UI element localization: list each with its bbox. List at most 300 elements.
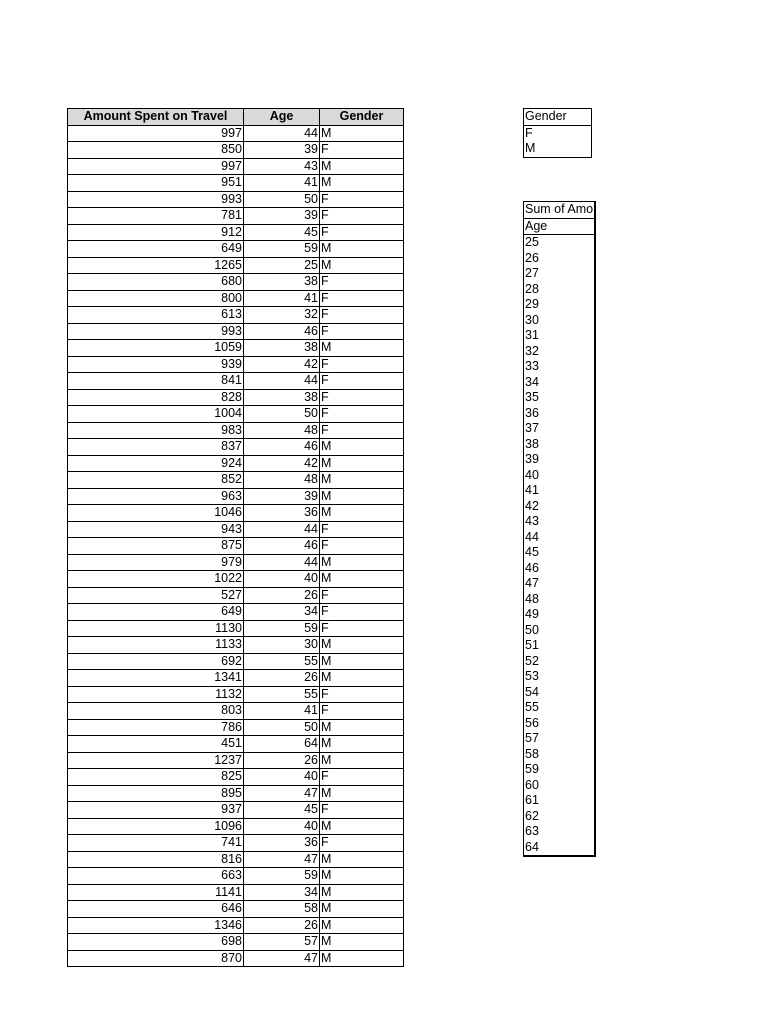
age-cell[interactable]: 34 xyxy=(244,604,320,621)
gender-cell[interactable]: M xyxy=(320,455,404,472)
amount-cell[interactable]: 993 xyxy=(68,191,244,208)
table-row xyxy=(68,554,404,571)
gender-cell[interactable]: M xyxy=(320,884,404,901)
amount-cell[interactable]: 852 xyxy=(68,472,244,489)
pivot-row xyxy=(524,762,596,778)
pivot-age-label[interactable]: 57 xyxy=(525,731,539,745)
amount-cell[interactable]: 1130 xyxy=(68,620,244,637)
gender-filter-header[interactable]: Gender xyxy=(524,109,592,126)
age-cell[interactable]: 57 xyxy=(244,934,320,951)
table-row xyxy=(68,653,404,670)
table-row xyxy=(68,175,404,192)
age-cell[interactable]: 44 xyxy=(244,373,320,390)
pivot-row xyxy=(524,607,596,623)
amount-cell[interactable]: 1133 xyxy=(68,637,244,654)
gender-cell[interactable]: F xyxy=(320,835,404,852)
pivot-age-label[interactable]: 29 xyxy=(525,297,539,311)
table-row xyxy=(68,389,404,406)
age-cell[interactable]: 55 xyxy=(244,653,320,670)
amount-cell[interactable]: 680 xyxy=(68,274,244,291)
amount-cell[interactable]: 613 xyxy=(68,307,244,324)
age-cell[interactable]: 39 xyxy=(244,488,320,505)
table-row xyxy=(68,307,404,324)
gender-filter-item[interactable]: F xyxy=(525,125,533,140)
age-cell[interactable]: 47 xyxy=(244,851,320,868)
table-row xyxy=(68,736,404,753)
gender-cell[interactable]: M xyxy=(320,818,404,835)
pivot-row xyxy=(524,421,596,437)
gender-cell[interactable]: M xyxy=(320,851,404,868)
amount-cell[interactable]: 649 xyxy=(68,604,244,621)
pivot-row xyxy=(524,824,596,840)
table-row xyxy=(68,769,404,786)
gender-cell[interactable]: F xyxy=(320,224,404,241)
pivot-row xyxy=(524,809,596,825)
table-row xyxy=(68,257,404,274)
pivot-title-row xyxy=(524,202,596,219)
age-cell[interactable]: 39 xyxy=(244,142,320,159)
amount-cell[interactable]: 912 xyxy=(68,224,244,241)
age-cell[interactable]: 26 xyxy=(244,587,320,604)
table-row xyxy=(68,752,404,769)
amount-cell[interactable]: 1004 xyxy=(68,406,244,423)
age-cell[interactable]: 50 xyxy=(244,719,320,736)
amount-cell[interactable]: 1346 xyxy=(68,917,244,934)
pivot-row xyxy=(524,793,596,809)
pivot-age-label[interactable]: 32 xyxy=(525,343,539,358)
table-row xyxy=(68,901,404,918)
pivot-age-label[interactable]: 44 xyxy=(525,529,539,544)
table-row xyxy=(68,323,404,340)
gender-cell[interactable]: F xyxy=(320,208,404,225)
table-row xyxy=(68,917,404,934)
table-row xyxy=(68,422,404,439)
table-row xyxy=(68,686,404,703)
pivot-age-label[interactable]: 42 xyxy=(525,498,539,513)
age-cell[interactable]: 38 xyxy=(244,274,320,291)
gender-cell[interactable]: M xyxy=(320,554,404,571)
age-cell[interactable]: 50 xyxy=(244,406,320,423)
amount-cell[interactable]: 825 xyxy=(68,769,244,786)
gender-cell[interactable]: F xyxy=(320,406,404,423)
pivot-row xyxy=(524,328,596,344)
age-cell[interactable]: 30 xyxy=(244,637,320,654)
pivot-row xyxy=(524,297,596,313)
amount-cell[interactable]: 803 xyxy=(68,703,244,720)
age-cell[interactable]: 58 xyxy=(244,901,320,918)
pivot-age-label[interactable]: 45 xyxy=(525,545,539,559)
pivot-age-label[interactable]: 62 xyxy=(525,808,539,823)
gender-cell[interactable]: F xyxy=(320,307,404,324)
pivot-row xyxy=(524,406,596,422)
table-row xyxy=(68,934,404,951)
gender-cell[interactable]: M xyxy=(320,505,404,522)
table-row xyxy=(68,455,404,472)
amount-cell[interactable]: 875 xyxy=(68,538,244,555)
gender-cell[interactable]: M xyxy=(320,340,404,357)
amount-cell[interactable]: 1341 xyxy=(68,670,244,687)
gender-cell[interactable]: M xyxy=(320,637,404,654)
gender-cell[interactable]: F xyxy=(320,521,404,538)
pivot-row xyxy=(524,669,596,685)
age-cell[interactable]: 36 xyxy=(244,835,320,852)
pivot-age-label[interactable]: 43 xyxy=(525,514,539,528)
gender-cell[interactable]: F xyxy=(320,802,404,819)
amount-cell[interactable]: 939 xyxy=(68,356,244,373)
age-cell[interactable]: 32 xyxy=(244,307,320,324)
amount-cell[interactable]: 692 xyxy=(68,653,244,670)
list-item xyxy=(524,125,592,141)
table-row xyxy=(68,472,404,489)
pivot-age-label[interactable]: 34 xyxy=(525,374,539,389)
age-cell[interactable]: 48 xyxy=(244,472,320,489)
gender-cell[interactable]: M xyxy=(320,241,404,258)
pivot-row-header[interactable]: Age xyxy=(524,218,596,235)
pivot-row xyxy=(524,437,596,453)
pivot-age-label[interactable]: 40 xyxy=(525,467,539,482)
pivot-row xyxy=(524,514,596,530)
pivot-row xyxy=(524,452,596,468)
pivot-age-label[interactable]: 39 xyxy=(525,452,539,466)
age-cell[interactable]: 59 xyxy=(244,620,320,637)
table-row xyxy=(68,290,404,307)
table-row xyxy=(68,208,404,225)
age-cell[interactable]: 45 xyxy=(244,224,320,241)
amount-cell[interactable]: 1141 xyxy=(68,884,244,901)
age-cell[interactable]: 44 xyxy=(244,554,320,571)
pivot-age-label[interactable]: 47 xyxy=(525,576,539,590)
amount-cell[interactable]: 1059 xyxy=(68,340,244,357)
pivot-age-label[interactable]: 38 xyxy=(525,436,539,451)
pivot-row xyxy=(524,359,596,375)
age-cell[interactable]: 46 xyxy=(244,439,320,456)
pivot-age-label[interactable]: 37 xyxy=(525,421,539,435)
pivot-row xyxy=(524,685,596,701)
table-row xyxy=(68,125,404,142)
pivot-age-label[interactable]: 49 xyxy=(525,607,539,621)
age-cell[interactable]: 34 xyxy=(244,884,320,901)
pivot-age-label[interactable]: 60 xyxy=(525,777,539,792)
age-cell[interactable]: 46 xyxy=(244,538,320,555)
amount-cell[interactable]: 837 xyxy=(68,439,244,456)
table-row xyxy=(68,785,404,802)
age-cell[interactable]: 40 xyxy=(244,818,320,835)
table-row xyxy=(68,224,404,241)
pivot-row xyxy=(524,747,596,763)
amount-cell[interactable]: 451 xyxy=(68,736,244,753)
amount-cell[interactable]: 800 xyxy=(68,290,244,307)
pivot-age-label[interactable]: 59 xyxy=(525,762,539,776)
pivot-age-label[interactable]: 51 xyxy=(525,638,539,652)
pivot-age-label[interactable]: 31 xyxy=(525,328,539,342)
pivot-age-label[interactable]: 30 xyxy=(525,312,539,327)
pivot-row xyxy=(524,716,596,732)
age-cell[interactable]: 26 xyxy=(244,670,320,687)
table-row xyxy=(68,719,404,736)
gender-cell[interactable]: M xyxy=(320,472,404,489)
age-cell[interactable]: 26 xyxy=(244,752,320,769)
gender-cell[interactable]: M xyxy=(320,901,404,918)
gender-cell[interactable]: M xyxy=(320,917,404,934)
gender-filter-header-row xyxy=(524,109,592,126)
pivot-age-label[interactable]: 46 xyxy=(525,560,539,575)
table-row xyxy=(68,587,404,604)
table-row xyxy=(68,884,404,901)
age-cell[interactable]: 41 xyxy=(244,290,320,307)
table-row xyxy=(68,835,404,852)
table-row xyxy=(68,191,404,208)
pivot-age-label[interactable]: 55 xyxy=(525,700,539,714)
amount-cell[interactable]: 895 xyxy=(68,785,244,802)
pivot-row xyxy=(524,390,596,406)
pivot-age-label[interactable]: 58 xyxy=(525,746,539,761)
gender-cell[interactable]: F xyxy=(320,323,404,340)
pivot-row xyxy=(524,654,596,670)
age-cell[interactable]: 59 xyxy=(244,241,320,258)
age-cell[interactable]: 41 xyxy=(244,703,320,720)
amount-cell[interactable]: 937 xyxy=(68,802,244,819)
pivot-age-label[interactable]: 50 xyxy=(525,622,539,637)
header-gender[interactable]: Gender xyxy=(320,109,404,126)
pivot-row xyxy=(524,530,596,546)
table-row xyxy=(68,274,404,291)
table-row xyxy=(68,703,404,720)
age-cell[interactable]: 40 xyxy=(244,571,320,588)
amount-cell[interactable]: 527 xyxy=(68,587,244,604)
pivot-age-label[interactable]: 26 xyxy=(525,250,539,265)
age-cell[interactable]: 42 xyxy=(244,356,320,373)
age-cell[interactable]: 46 xyxy=(244,323,320,340)
pivot-age-label[interactable]: 33 xyxy=(525,359,539,373)
gender-cell[interactable]: F xyxy=(320,422,404,439)
amount-cell[interactable]: 1022 xyxy=(68,571,244,588)
amount-cell[interactable]: 649 xyxy=(68,241,244,258)
gender-cell[interactable]: M xyxy=(320,653,404,670)
pivot-age-label[interactable]: 52 xyxy=(525,653,539,668)
age-cell[interactable]: 38 xyxy=(244,340,320,357)
amount-cell[interactable]: 943 xyxy=(68,521,244,538)
gender-cell[interactable]: F xyxy=(320,769,404,786)
list-item xyxy=(524,141,592,157)
amount-cell[interactable]: 1132 xyxy=(68,686,244,703)
table-row xyxy=(68,142,404,159)
table-row xyxy=(68,802,404,819)
pivot-row xyxy=(524,778,596,794)
gender-cell[interactable]: F xyxy=(320,142,404,159)
table-row xyxy=(68,439,404,456)
pivot-age-label[interactable]: 54 xyxy=(525,684,539,699)
gender-cell[interactable]: M xyxy=(320,752,404,769)
amount-cell[interactable]: 1237 xyxy=(68,752,244,769)
pivot-age-label[interactable]: 36 xyxy=(525,405,539,420)
table-row xyxy=(68,538,404,555)
gender-cell[interactable]: F xyxy=(320,274,404,291)
amount-cell[interactable]: 1046 xyxy=(68,505,244,522)
table-row xyxy=(68,488,404,505)
gender-cell[interactable]: M xyxy=(320,488,404,505)
age-cell[interactable]: 48 xyxy=(244,422,320,439)
pivot-row xyxy=(524,561,596,577)
amount-cell[interactable]: 997 xyxy=(68,125,244,142)
table-row xyxy=(68,670,404,687)
table-row xyxy=(68,950,404,967)
pivot-row xyxy=(524,623,596,639)
age-cell[interactable]: 47 xyxy=(244,785,320,802)
age-cell[interactable]: 39 xyxy=(244,208,320,225)
amount-cell[interactable]: 850 xyxy=(68,142,244,159)
pivot-age-label[interactable]: 25 xyxy=(525,235,539,249)
amount-cell[interactable]: 979 xyxy=(68,554,244,571)
amount-cell[interactable]: 983 xyxy=(68,422,244,439)
table-row xyxy=(68,620,404,637)
gender-cell[interactable]: F xyxy=(320,538,404,555)
pivot-row xyxy=(524,313,596,329)
gender-cell[interactable]: M xyxy=(320,950,404,967)
gender-cell[interactable]: M xyxy=(320,175,404,192)
pivot-row xyxy=(524,840,596,857)
age-cell[interactable]: 50 xyxy=(244,191,320,208)
pivot-row xyxy=(524,344,596,360)
gender-cell[interactable]: M xyxy=(320,439,404,456)
age-cell[interactable]: 42 xyxy=(244,455,320,472)
amount-cell[interactable]: 816 xyxy=(68,851,244,868)
amount-cell[interactable]: 1096 xyxy=(68,818,244,835)
gender-cell[interactable]: F xyxy=(320,604,404,621)
table-row xyxy=(68,521,404,538)
pivot-row xyxy=(524,731,596,747)
amount-cell[interactable]: 663 xyxy=(68,868,244,885)
gender-filter-item[interactable]: M xyxy=(525,141,536,155)
gender-cell[interactable]: F xyxy=(320,620,404,637)
age-cell[interactable]: 59 xyxy=(244,868,320,885)
table-row xyxy=(68,340,404,357)
gender-cell[interactable]: M xyxy=(320,125,404,142)
gender-filter-list xyxy=(523,108,592,158)
pivot-row-header-row xyxy=(524,218,596,235)
age-cell[interactable]: 36 xyxy=(244,505,320,522)
age-cell[interactable]: 45 xyxy=(244,802,320,819)
header-age[interactable]: Age xyxy=(244,109,320,126)
pivot-title[interactable]: Sum of Amo xyxy=(525,202,594,216)
amount-cell[interactable]: 951 xyxy=(68,175,244,192)
amount-cell[interactable]: 698 xyxy=(68,934,244,951)
table-row xyxy=(68,851,404,868)
pivot-age-label[interactable]: 41 xyxy=(525,483,539,497)
pivot-table xyxy=(523,201,596,857)
age-cell[interactable]: 40 xyxy=(244,769,320,786)
amount-cell[interactable]: 924 xyxy=(68,455,244,472)
age-cell[interactable]: 25 xyxy=(244,257,320,274)
age-cell[interactable]: 64 xyxy=(244,736,320,753)
gender-cell[interactable]: M xyxy=(320,719,404,736)
pivot-age-label[interactable]: 64 xyxy=(525,839,539,854)
pivot-age-label[interactable]: 61 xyxy=(525,793,539,807)
amount-cell[interactable]: 963 xyxy=(68,488,244,505)
pivot-row xyxy=(524,235,596,251)
amount-cell[interactable]: 870 xyxy=(68,950,244,967)
pivot-age-label[interactable]: 35 xyxy=(525,390,539,404)
gender-cell[interactable]: M xyxy=(320,934,404,951)
age-cell[interactable]: 41 xyxy=(244,175,320,192)
pivot-age-label[interactable]: 28 xyxy=(525,281,539,296)
gender-cell[interactable]: F xyxy=(320,356,404,373)
gender-cell[interactable]: M xyxy=(320,670,404,687)
age-cell[interactable]: 26 xyxy=(244,917,320,934)
gender-cell[interactable]: M xyxy=(320,158,404,175)
gender-cell[interactable]: F xyxy=(320,290,404,307)
gender-cell[interactable]: M xyxy=(320,571,404,588)
amount-cell[interactable]: 841 xyxy=(68,373,244,390)
table-row xyxy=(68,604,404,621)
pivot-age-label[interactable]: 53 xyxy=(525,669,539,683)
table-row xyxy=(68,818,404,835)
amount-cell[interactable]: 646 xyxy=(68,901,244,918)
gender-cell[interactable]: M xyxy=(320,257,404,274)
age-cell[interactable]: 44 xyxy=(244,521,320,538)
pivot-row xyxy=(524,499,596,515)
pivot-row xyxy=(524,638,596,654)
pivot-age-label[interactable]: 27 xyxy=(525,266,539,280)
pivot-row xyxy=(524,576,596,592)
age-cell[interactable]: 44 xyxy=(244,125,320,142)
amount-cell[interactable]: 1265 xyxy=(68,257,244,274)
pivot-row xyxy=(524,251,596,267)
table-row xyxy=(68,505,404,522)
gender-cell[interactable]: F xyxy=(320,703,404,720)
amount-cell[interactable]: 997 xyxy=(68,158,244,175)
amount-cell[interactable]: 828 xyxy=(68,389,244,406)
pivot-row xyxy=(524,483,596,499)
gender-cell[interactable]: M xyxy=(320,736,404,753)
table-row xyxy=(68,571,404,588)
pivot-age-label[interactable]: 48 xyxy=(525,591,539,606)
header-amount[interactable]: Amount Spent on Travel xyxy=(68,109,244,126)
pivot-age-label[interactable]: 63 xyxy=(525,824,539,838)
table-row xyxy=(68,241,404,258)
pivot-row xyxy=(524,592,596,608)
pivot-row xyxy=(524,266,596,282)
pivot-row xyxy=(524,375,596,391)
pivot-row xyxy=(524,545,596,561)
pivot-row xyxy=(524,282,596,298)
gender-cell[interactable]: F xyxy=(320,587,404,604)
table-row xyxy=(68,868,404,885)
amount-cell[interactable]: 741 xyxy=(68,835,244,852)
gender-cell[interactable]: M xyxy=(320,785,404,802)
table-row xyxy=(68,406,404,423)
pivot-row xyxy=(524,468,596,484)
header-row xyxy=(68,109,404,126)
gender-cell[interactable]: F xyxy=(320,686,404,703)
age-cell[interactable]: 55 xyxy=(244,686,320,703)
table-row xyxy=(68,637,404,654)
age-cell[interactable]: 43 xyxy=(244,158,320,175)
pivot-age-label[interactable]: 56 xyxy=(525,715,539,730)
pivot-row xyxy=(524,700,596,716)
gender-cell[interactable]: M xyxy=(320,868,404,885)
gender-cell[interactable]: F xyxy=(320,191,404,208)
table-row xyxy=(68,373,404,390)
age-cell[interactable]: 47 xyxy=(244,950,320,967)
amount-cell[interactable]: 993 xyxy=(68,323,244,340)
travel-data-table xyxy=(67,108,404,967)
amount-cell[interactable]: 781 xyxy=(68,208,244,225)
gender-cell[interactable]: F xyxy=(320,389,404,406)
age-cell[interactable]: 38 xyxy=(244,389,320,406)
amount-cell[interactable]: 786 xyxy=(68,719,244,736)
table-row xyxy=(68,158,404,175)
gender-cell[interactable]: F xyxy=(320,373,404,390)
